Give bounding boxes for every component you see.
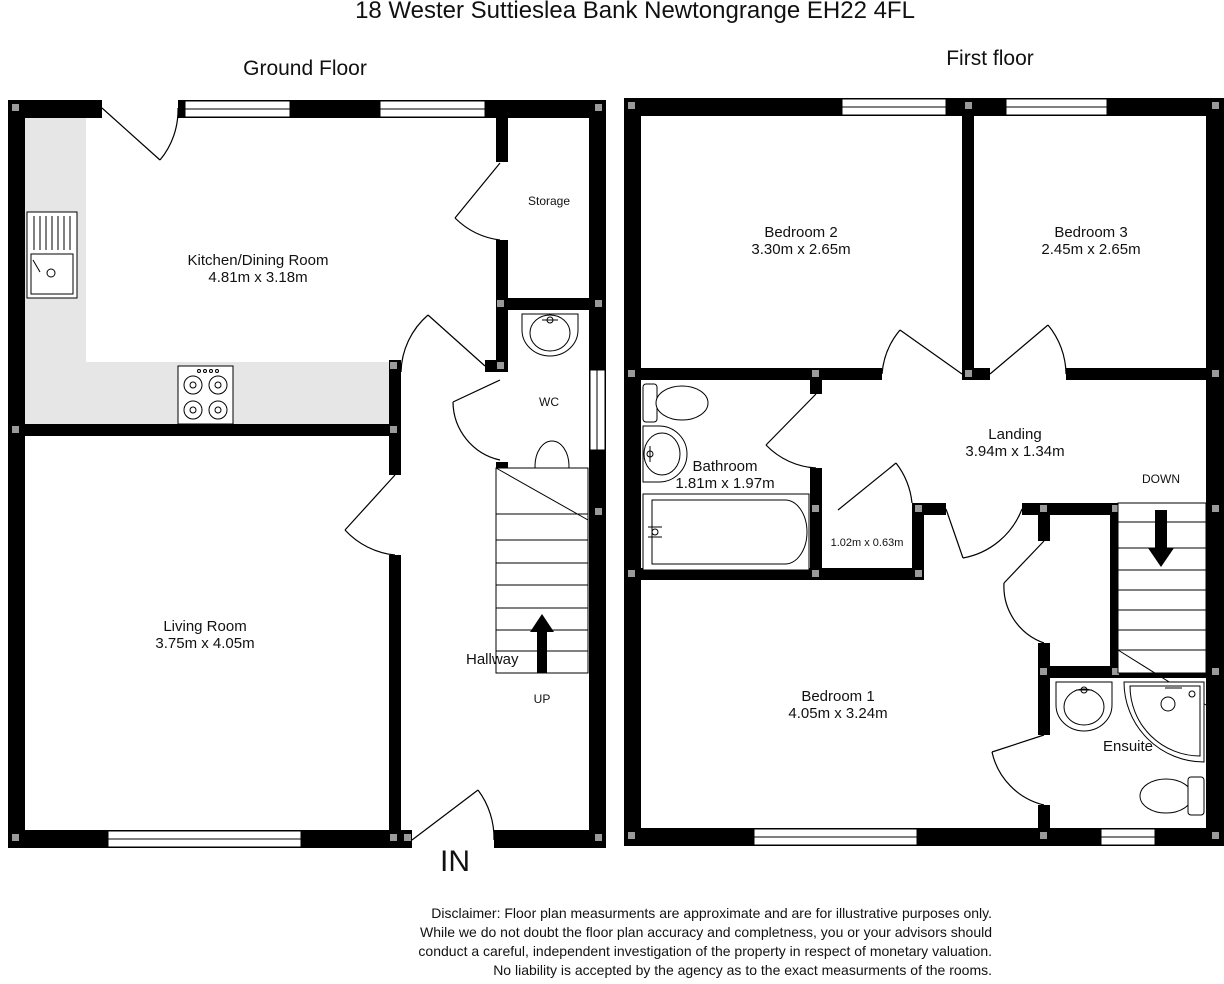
- bedroom2-size: 3.30m x 2.65m: [751, 241, 851, 258]
- bathtub-icon: [643, 494, 809, 570]
- kitchen-name: Kitchen/Dining Room: [187, 252, 329, 269]
- page-title: 18 Wester Suttieslea Bank Newtongrange EH22 4FL: [355, 0, 915, 24]
- hallway-name: Hallway: [466, 651, 519, 668]
- entrance-label: IN: [440, 845, 470, 878]
- disclaimer: [418, 905, 992, 978]
- disclaimer-line: While we do not doubt the floor plan accuracy and completness, you or your advisors should: [420, 924, 992, 940]
- bedroom3-name: Bedroom 3: [1054, 224, 1128, 241]
- kitchen-sink-icon: [27, 212, 77, 298]
- disclaimer-line: conduct a careful, independent investigation of the property in respect of monetary valuation.: [418, 943, 992, 959]
- hob-icon: [178, 366, 233, 424]
- landing-size: 3.94m x 1.34m: [965, 443, 1065, 460]
- bathroom-size: 1.81m x 1.97m: [675, 475, 775, 492]
- kitchen-size: 4.81m x 3.18m: [208, 269, 308, 286]
- wc-name: WC: [539, 395, 559, 409]
- landing-name: Landing: [988, 426, 1042, 443]
- bedroom2-name: Bedroom 2: [764, 224, 838, 241]
- bathroom-toilet-icon: [643, 384, 708, 422]
- bedroom1-name: Bedroom 1: [801, 688, 875, 705]
- bedroom3-size: 2.45m x 2.65m: [1041, 241, 1141, 258]
- bathroom-basin-icon: [643, 426, 687, 482]
- living-room-name: Living Room: [163, 618, 247, 635]
- ground-floor-label: Ground Floor: [243, 57, 367, 80]
- living-room-size: 3.75m x 4.05m: [155, 635, 255, 652]
- first-floor-label: First floor: [946, 47, 1034, 70]
- wc-basin-icon: [522, 314, 578, 356]
- ensuite-basin-icon: [1056, 682, 1112, 731]
- ground-floor: [8, 57, 606, 878]
- storage-name: Storage: [527, 194, 571, 208]
- disclaimer-line: No liability is accepted by the agency as to the exact measurments of the rooms.: [493, 962, 992, 978]
- ensuite-toilet-icon: [1140, 777, 1204, 815]
- first-floor: [624, 47, 1224, 846]
- ground-doors: [102, 108, 500, 840]
- stairs-up-label: UP: [533, 692, 551, 706]
- disclaimer-line: Disclaimer: Floor plan measurments are approximate and are for illustrative purposes only.: [431, 905, 992, 921]
- cupboard-size: 1.02m x 0.63m: [830, 537, 904, 549]
- bedroom1-size: 4.05m x 3.24m: [788, 705, 888, 722]
- bathroom-name: Bathroom: [692, 458, 758, 475]
- ensuite-name: Ensuite: [1102, 738, 1154, 755]
- stairs-down-label: DOWN: [1142, 472, 1180, 486]
